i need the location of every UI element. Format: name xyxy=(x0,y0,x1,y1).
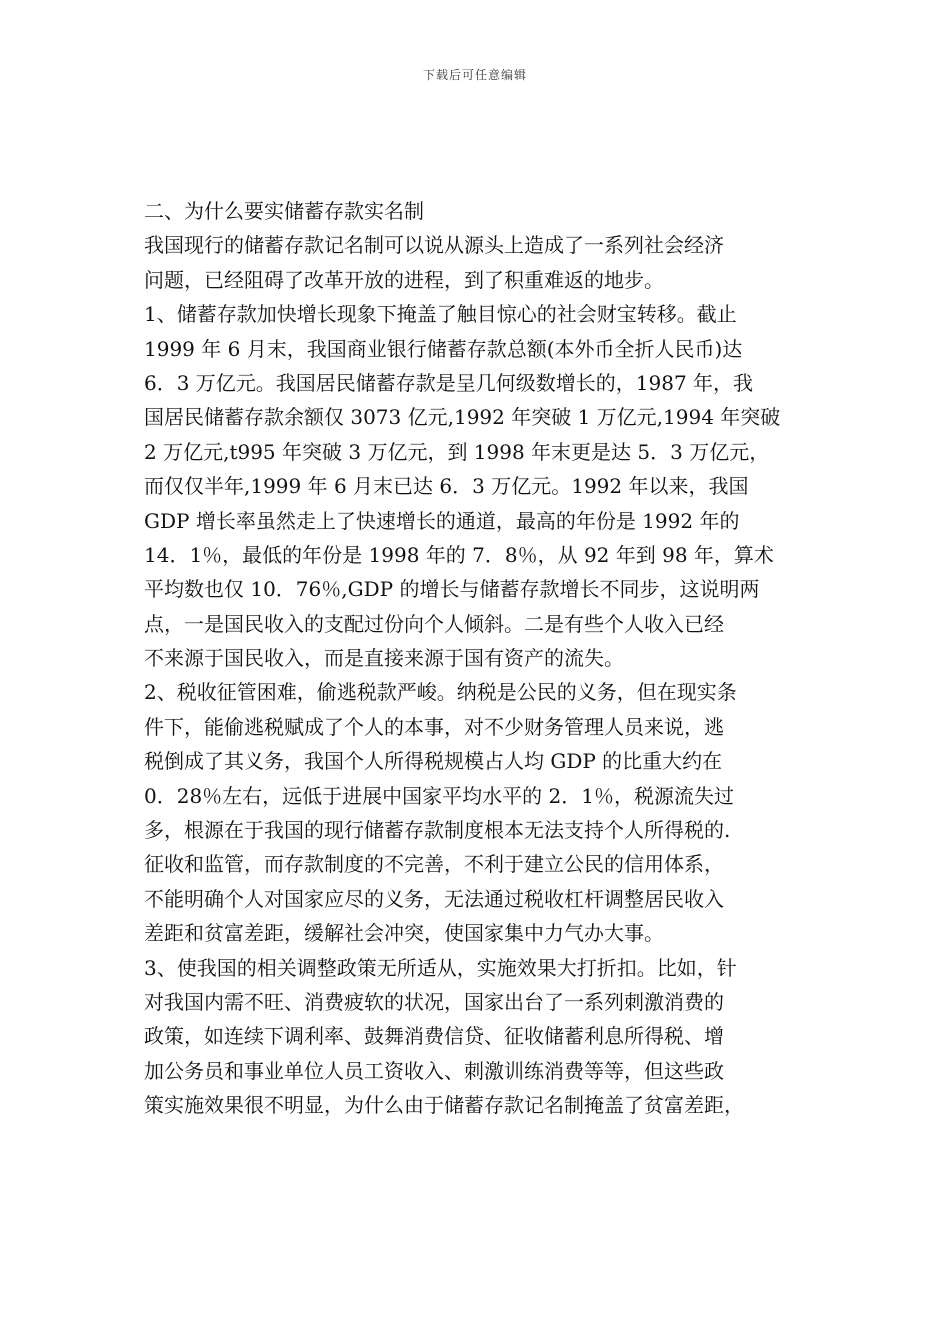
text-line: 1、储蓄存款加快增长现象下掩盖了触目惊心的社会财宝转移。截止 xyxy=(144,302,737,327)
text-line: 0．28％左右，远低于进展中国家平均水平的 2．1％，税源流失过 xyxy=(144,783,734,808)
text-line: 我国现行的储蓄存款记名制可以说从源头上造成了一系列社会经济 xyxy=(144,233,724,258)
text-line: 3、使我国的相关调整政策无所适从，实施效果大打折扣。比如，针 xyxy=(144,955,737,980)
text-line: 件下，能偷逃税赋成了个人的本事，对不少财务管理人员来说，逃 xyxy=(144,714,724,739)
text-line: 问题，已经阻碍了改革开放的进程，到了积重难返的地步。 xyxy=(144,267,664,292)
text-line: 6．3 万亿元。我国居民储蓄存款是呈几何级数增长的，1987 年，我 xyxy=(144,370,754,395)
page-header: 下载后可任意编辑 xyxy=(422,68,527,82)
text-line: 税倒成了其义务，我国个人所得税规模占人均 GDP 的比重大约在 xyxy=(144,749,723,774)
text-line: 政策，如连续下调利率、鼓舞消费信贷、征收储蓄利息所得税、增 xyxy=(144,1024,724,1049)
text-line: 14．1％，最低的年份是 1998 年的 7．8％，从 92 年到 98 年，算术 xyxy=(144,542,774,567)
text-line: 征收和监管，而存款制度的不完善，不利于建立公民的信用体系， xyxy=(144,852,724,877)
text-line: 点，一是国民收入的支配过份向个人倾斜。二是有些个人收入已经 xyxy=(144,611,724,636)
text-line: 策实施效果很不明显，为什么由于储蓄存款记名制掩盖了贫富差距， xyxy=(144,1093,744,1118)
text-line: 不来源于国民收入，而是直接来源于国有资产的流失。 xyxy=(144,646,624,671)
text-line: 不能明确个人对国家应尽的义务，无法通过税收杠杆调整居民收入 xyxy=(144,886,724,911)
text-line: 2、税收征管困难，偷逃税款严峻。纳税是公民的义务，但在现实条 xyxy=(144,680,737,705)
text-line: 平均数也仅 10．76％,GDP 的增长与储蓄存款增长不同步，这说明两 xyxy=(144,577,760,602)
text-line: 对我国内需不旺、消费疲软的状况，国家出台了一系列刺激消费的 xyxy=(144,989,724,1014)
text-line: 1999 年 6 月末，我国商业银行储蓄存款总额(本外币全折人民币)达 xyxy=(144,336,743,361)
document-body xyxy=(144,194,810,1123)
text-line: 2 万亿元,t995 年突破 3 万亿元，到 1998 年末更是达 5．3 万亿元， xyxy=(144,439,770,464)
text-line: GDP 增长率虽然走上了快速增长的通道，最高的年份是 1992 年的 xyxy=(144,508,740,533)
text-line: 而仅仅半年,1999 年 6 月末已达 6．3 万亿元。1992 年以来，我国 xyxy=(144,474,749,499)
text-line: 国居民储蓄存款余额仅 3073 亿元,1992 年突破 1 万亿元,1994 年突破 xyxy=(144,405,781,430)
text-line: 差距和贫富差距，缓解社会冲突，使国家集中力气办大事。 xyxy=(144,921,664,946)
text-line: 加公务员和事业单位人员工资收入、刺激训练消费等等，但这些政 xyxy=(144,1058,724,1083)
text-line: 多，根源在于我国的现行储蓄存款制度根本无法支持个人所得税的. xyxy=(144,818,731,843)
section-heading: 二、为什么要实储蓄存款实名制 xyxy=(144,199,424,223)
